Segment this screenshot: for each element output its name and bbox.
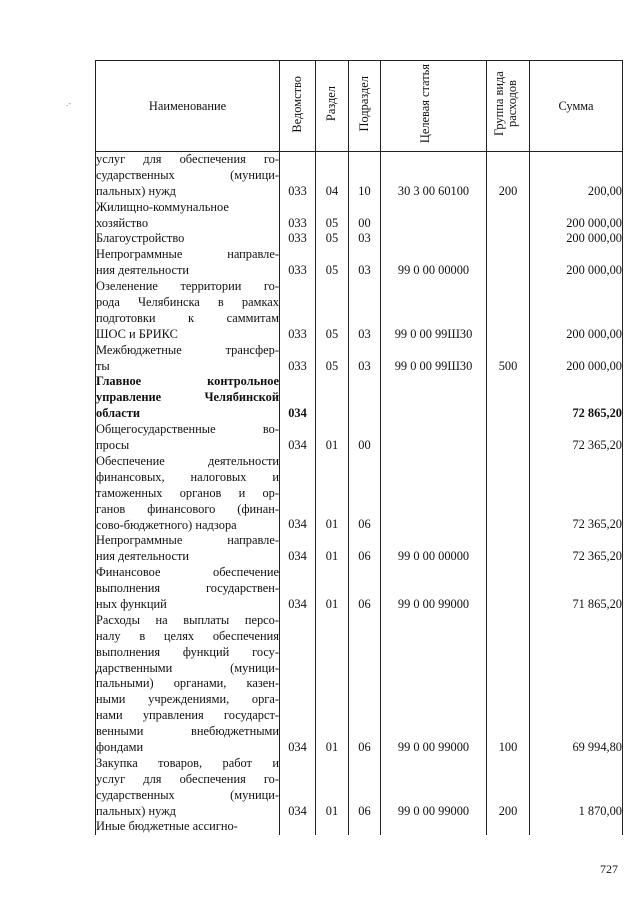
row-name-line: пальными) органами, казен- [96, 676, 279, 691]
header-podrazdel-label: Подраздел [356, 76, 371, 132]
row-tselevaya: 99 0 00 99Ш30 [381, 279, 487, 343]
row-gruppa: 100 [487, 613, 530, 756]
row-summa: 71 865,20 [530, 565, 623, 613]
row-razdel [316, 374, 349, 422]
row-tselevaya: 99 0 00 99Ш30 [381, 343, 487, 375]
row-vedomstvo: 033 [280, 343, 316, 375]
row-razdel [316, 819, 349, 835]
row-tselevaya [381, 454, 487, 533]
row-name-line: сударственных (муници- [96, 167, 279, 182]
row-summa: 72 865,20 [530, 374, 623, 422]
row-name-line: Непрограммные направле- [96, 533, 279, 548]
row-name-line: хозяйство [96, 215, 149, 230]
row-vedomstvo: 033 [280, 200, 316, 232]
row-tselevaya: 99 0 00 99000 [381, 756, 487, 820]
row-podrazdel: 10 [349, 152, 381, 200]
row-podrazdel: 00 [349, 200, 381, 232]
row-podrazdel: 00 [349, 422, 381, 454]
row-podrazdel: 03 [349, 247, 381, 279]
margin-mark: .- [66, 98, 72, 108]
row-name-line: сударственных (муници- [96, 787, 279, 802]
row-name-line: просы [96, 438, 130, 453]
row-name-line: венными внебюджетными [96, 724, 279, 739]
header-podrazdel [349, 61, 381, 152]
row-name-line: рода Челябинска в рамках [96, 295, 279, 310]
row-summa: 72 365,20 [530, 533, 623, 565]
row-podrazdel: 06 [349, 756, 381, 820]
header-gruppa [487, 61, 530, 152]
row-vedomstvo: 034 [280, 374, 316, 422]
row-name-line: фондами [96, 739, 144, 754]
row-name-line: Иные бюджетные ассигно- [96, 819, 238, 834]
table-header-row [96, 61, 623, 152]
row-gruppa [487, 819, 530, 835]
row-vedomstvo: 033 [280, 231, 316, 247]
row-summa: 69 994,80 [530, 613, 623, 756]
row-gruppa [487, 374, 530, 422]
table-row [96, 200, 623, 232]
table-body [96, 152, 623, 836]
row-name-line: пальных) нужд [96, 183, 176, 198]
row-name-line: дарственными (муници- [96, 660, 279, 675]
header-vedomstvo-label: Ведомство [289, 75, 304, 133]
row-name-cell [96, 819, 280, 835]
table-row [96, 247, 623, 279]
table-row [96, 756, 623, 820]
row-gruppa [487, 247, 530, 279]
row-vedomstvo: 033 [280, 279, 316, 343]
row-razdel: 01 [316, 613, 349, 756]
row-podrazdel: 06 [349, 613, 381, 756]
row-name-line: ных функций [96, 596, 167, 611]
table-row [96, 565, 623, 613]
row-name-line: Озеленение территории го- [96, 279, 279, 294]
row-podrazdel: 03 [349, 231, 381, 247]
row-tselevaya: 99 0 00 00000 [381, 247, 487, 279]
header-razdel [316, 61, 349, 152]
row-tselevaya [381, 422, 487, 454]
row-name-line: управление Челябинской [96, 390, 279, 405]
row-vedomstvo: 033 [280, 247, 316, 279]
row-summa: 200 000,00 [530, 279, 623, 343]
row-podrazdel: 03 [349, 279, 381, 343]
row-summa: 1 870,00 [530, 756, 623, 820]
row-name-line: нами управления государст- [96, 708, 279, 723]
row-razdel: 01 [316, 422, 349, 454]
table-row [96, 279, 623, 343]
row-razdel: 01 [316, 565, 349, 613]
header-tselevaya [381, 61, 487, 152]
row-tselevaya [381, 374, 487, 422]
row-summa: 200 000,00 [530, 200, 623, 232]
row-name-cell [96, 200, 280, 232]
row-vedomstvo: 034 [280, 533, 316, 565]
row-name-line: ными учреждениями, орга- [96, 692, 279, 707]
row-name-line: финансовых, налоговых и [96, 469, 279, 484]
row-vedomstvo: 034 [280, 565, 316, 613]
row-name-line: Благоустройство [96, 231, 185, 246]
row-name-cell [96, 613, 280, 756]
row-podrazdel: 06 [349, 454, 381, 533]
table-row [96, 152, 623, 200]
row-razdel: 04 [316, 152, 349, 200]
row-podrazdel: 06 [349, 533, 381, 565]
row-name-line: ния деятельности [96, 549, 189, 564]
row-summa: 72 365,20 [530, 454, 623, 533]
row-name-cell [96, 343, 280, 375]
row-name-line: Межбюджетные трансфер- [96, 342, 279, 357]
row-name-line: услуг для обеспечения го- [96, 152, 279, 166]
row-gruppa [487, 533, 530, 565]
row-razdel: 05 [316, 343, 349, 375]
row-podrazdel: 03 [349, 343, 381, 375]
row-razdel: 01 [316, 533, 349, 565]
table-row [96, 231, 623, 247]
row-name-cell [96, 152, 280, 200]
row-name-cell [96, 231, 280, 247]
row-gruppa: 200 [487, 756, 530, 820]
row-summa: 200 000,00 [530, 247, 623, 279]
row-name-line: пальных) нужд [96, 803, 176, 818]
row-name-line: Закупка товаров, работ и [96, 755, 279, 770]
row-summa: 200 000,00 [530, 231, 623, 247]
row-name-line: выполнения функций госу- [96, 644, 279, 659]
row-tselevaya [381, 200, 487, 232]
table-row [96, 533, 623, 565]
row-name-line: Финансовое обеспечение [96, 565, 279, 580]
row-gruppa [487, 200, 530, 232]
row-name-cell [96, 756, 280, 820]
row-gruppa [487, 231, 530, 247]
budget-table [95, 60, 623, 835]
row-name-line: сово-бюджетного) надзора [96, 517, 237, 532]
row-tselevaya: 99 0 00 99000 [381, 613, 487, 756]
row-name-line: ШОС и БРИКС [96, 326, 178, 341]
row-name-line: Главное контрольное [96, 374, 279, 389]
row-summa: 200 000,00 [530, 343, 623, 375]
row-vedomstvo [280, 819, 316, 835]
row-name-line: ты [96, 358, 110, 373]
header-summa: Сумма [530, 61, 623, 152]
row-name-cell [96, 422, 280, 454]
row-podrazdel: 06 [349, 565, 381, 613]
row-tselevaya: 30 3 00 60100 [381, 152, 487, 200]
row-tselevaya [381, 231, 487, 247]
row-vedomstvo: 034 [280, 613, 316, 756]
row-tselevaya [381, 819, 487, 835]
row-razdel: 05 [316, 279, 349, 343]
row-tselevaya: 99 0 00 99000 [381, 565, 487, 613]
row-name-line: ганов финансового (финан- [96, 501, 279, 516]
header-razdel-label: Раздел [324, 86, 339, 122]
row-name-line: ния деятельности [96, 263, 189, 278]
row-gruppa [487, 454, 530, 533]
row-gruppa [487, 565, 530, 613]
row-name-cell [96, 533, 280, 565]
row-gruppa: 500 [487, 343, 530, 375]
row-name-line: Обеспечение деятельности [96, 453, 279, 468]
row-name-line: налу в целях обеспечения [96, 628, 279, 643]
header-name: Наименование [96, 61, 280, 152]
row-gruppa [487, 279, 530, 343]
row-podrazdel [349, 374, 381, 422]
row-razdel: 01 [316, 756, 349, 820]
row-tselevaya: 99 0 00 00000 [381, 533, 487, 565]
table-row [96, 819, 623, 835]
row-razdel: 01 [316, 454, 349, 533]
row-name-cell [96, 247, 280, 279]
table-row [96, 454, 623, 533]
page-number: 727 [600, 862, 618, 876]
header-gruppa-label: Группа вида расходов [492, 71, 520, 137]
row-summa [530, 819, 623, 835]
row-razdel: 05 [316, 247, 349, 279]
row-gruppa: 200 [487, 152, 530, 200]
row-name-cell [96, 454, 280, 533]
row-vedomstvo: 034 [280, 422, 316, 454]
row-name-line: услуг для обеспечения го- [96, 771, 279, 786]
table-row [96, 422, 623, 454]
row-vedomstvo: 033 [280, 152, 316, 200]
row-name-line: таможенных органов и ор- [96, 485, 279, 500]
row-summa: 200,00 [530, 152, 623, 200]
table-row [96, 343, 623, 375]
row-name-line: Общегосударственные во- [96, 422, 279, 437]
header-vedomstvo [280, 61, 316, 152]
row-name-cell [96, 565, 280, 613]
row-name-line: области [96, 406, 140, 421]
header-tselevaya-label: Целевая статья [417, 64, 432, 144]
row-razdel: 05 [316, 231, 349, 247]
row-podrazdel [349, 819, 381, 835]
row-name-line: Жилищно-коммунальное [96, 199, 229, 214]
row-razdel: 05 [316, 200, 349, 232]
row-name-line: Непрограммные направле- [96, 247, 279, 262]
row-name-cell [96, 279, 280, 343]
row-summa: 72 365,20 [530, 422, 623, 454]
row-name-cell [96, 374, 280, 422]
table-row [96, 613, 623, 756]
table-row [96, 374, 623, 422]
row-name-line: выполнения государствен- [96, 581, 279, 596]
row-vedomstvo: 034 [280, 756, 316, 820]
row-vedomstvo: 034 [280, 454, 316, 533]
row-name-line: Расходы на выплаты персо- [96, 612, 279, 627]
row-name-line: подготовки к саммитам [96, 310, 279, 325]
row-gruppa [487, 422, 530, 454]
